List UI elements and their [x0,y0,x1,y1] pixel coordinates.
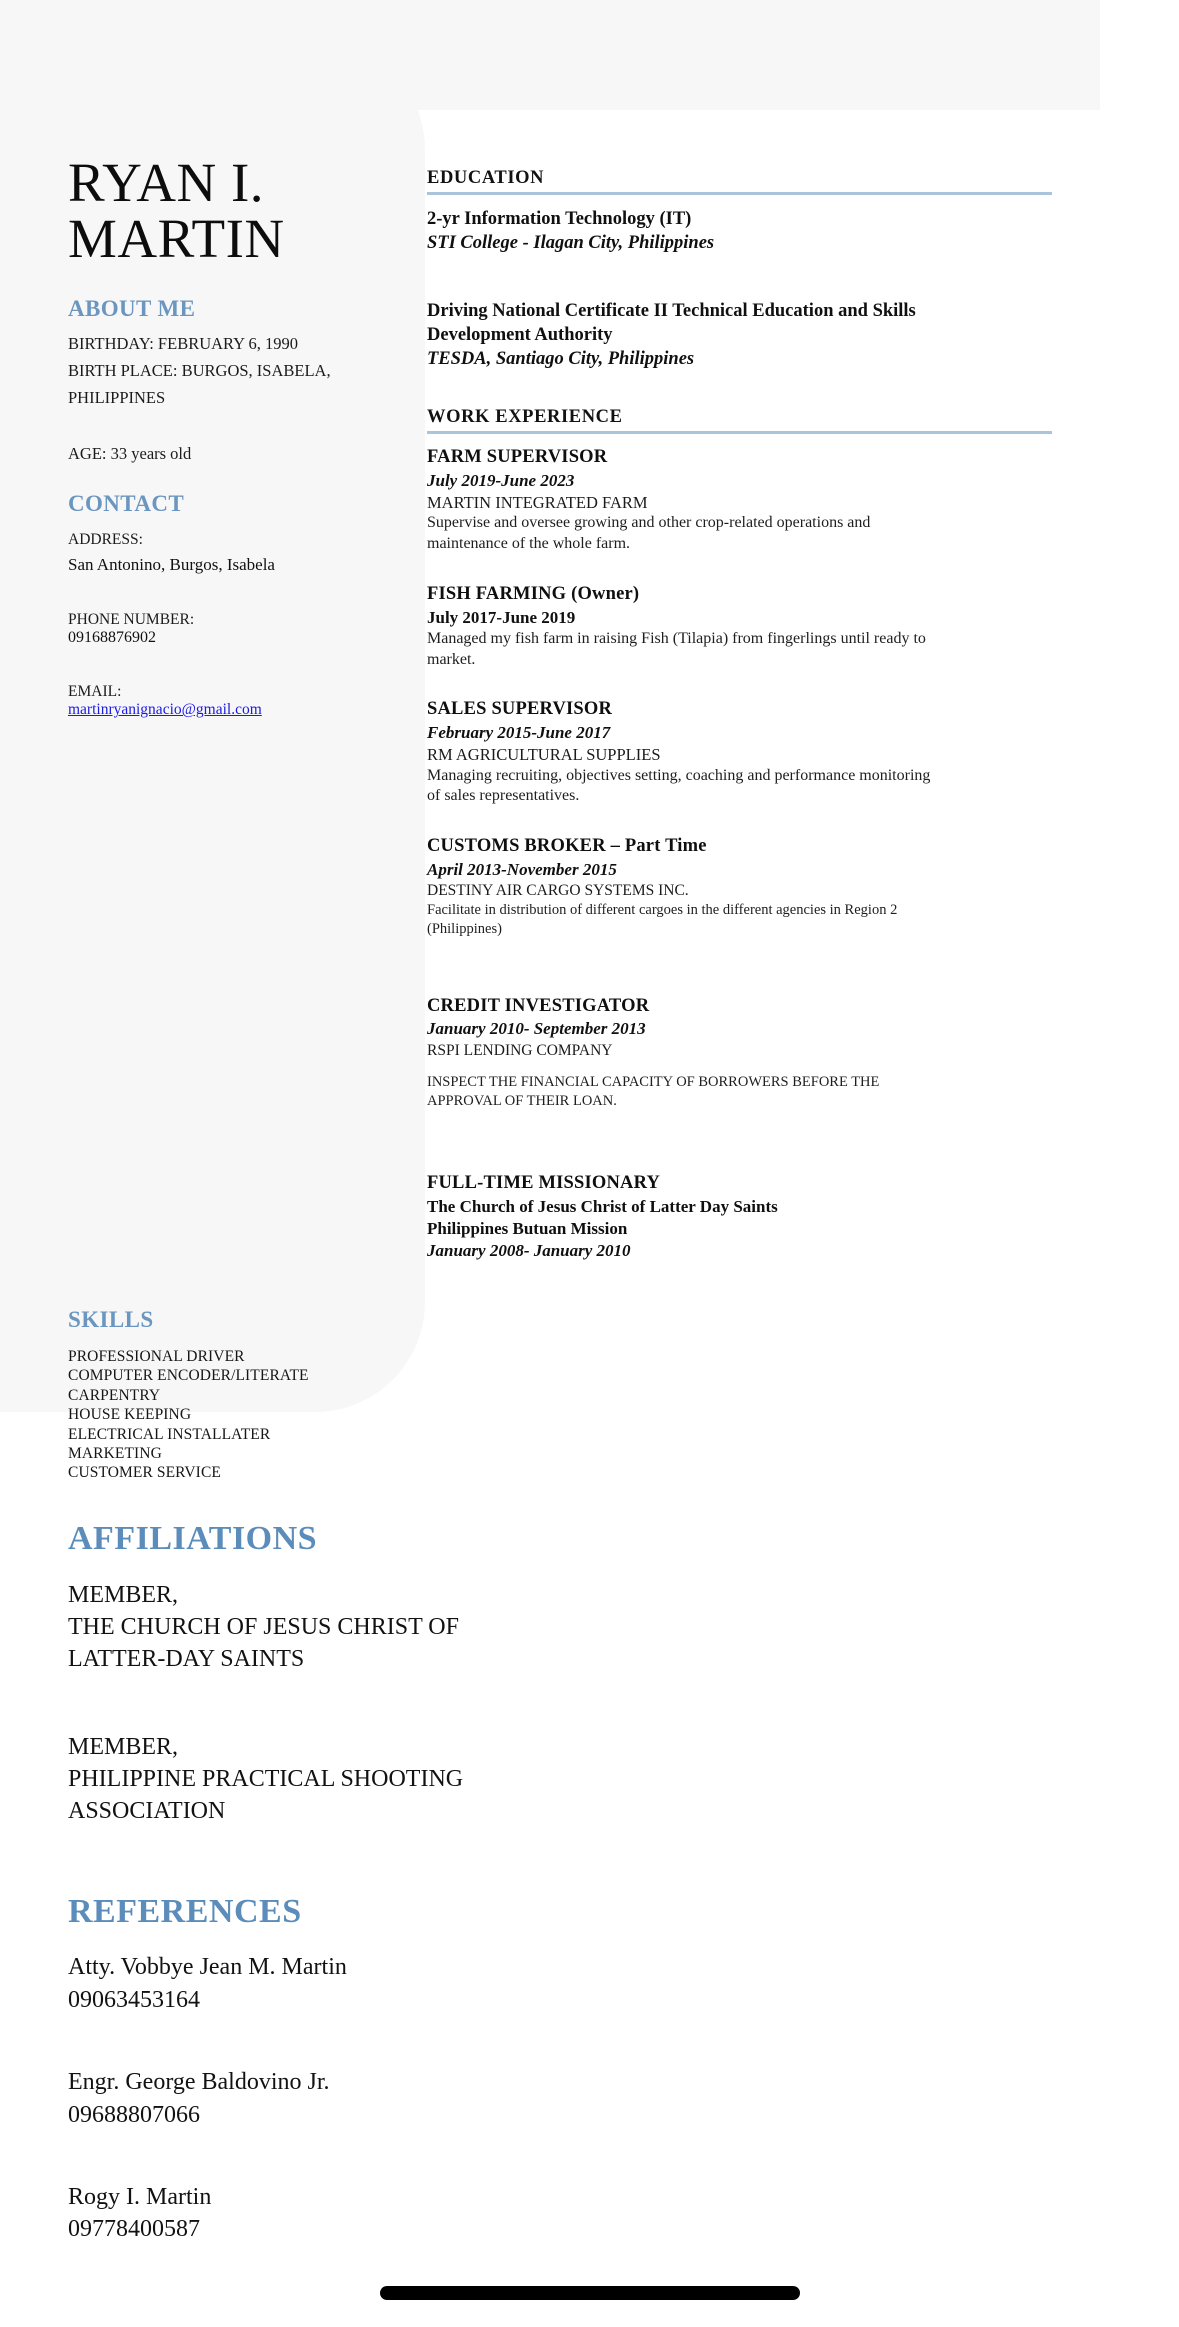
job-title: CREDIT INVESTIGATOR [427,995,650,1016]
job-entry [427,1172,1067,1262]
education-entry [427,299,1067,371]
job-description-line-1: Facilitate in distribution of different cargoes in the different agencies in Region 2 [427,902,898,919]
reference-entry [68,2066,768,2131]
job-entry [427,995,1067,1111]
education-degree: 2-yr Information Technology (IT) [427,209,692,229]
job-date: January 2008- January 2010 [427,1241,631,1261]
education-heading: EDUCATION [427,168,545,188]
affiliation-entry [68,1580,768,1676]
job-title: FARM SUPERVISOR [427,447,608,468]
job-entry [427,835,1067,939]
job-entry [427,583,1067,670]
reference-name: Engr. George Baldovino Jr. [68,2069,330,2096]
job-description-line-1: INSPECT THE FINANCIAL CAPACITY OF BORROWERS BEFORE THE [427,1073,880,1090]
address-value: San Antonino, Burgos, Isabela [68,555,275,575]
education-section [427,168,1067,371]
references-heading: REFERENCES [68,1893,302,1931]
birth-place-row-1: BIRTH PLACE: BURGOS, ISABELA, [68,360,331,380]
contact-spacer-2 [68,647,368,683]
job-spacer [427,939,1067,995]
phone-label: PHONE NUMBER: [68,611,195,629]
job-description-line-2: market. [427,650,476,668]
job-description-line-2: of sales representatives. [427,787,580,805]
birthday-row: BIRTHDAY: FEBRUARY 6, 1990 [68,334,299,354]
skills-list [68,1347,398,1483]
job-company: MARTIN INTEGRATED FARM [427,493,648,512]
affiliation-entry [68,1732,768,1828]
job-description-line-2: (Philippines) [427,920,502,937]
affiliations-section [68,1520,768,1827]
job-title: FISH FARMING (Owner) [427,584,640,605]
education-school: TESDA, Santiago City, Philippines [427,349,695,370]
job-title: FULL-TIME MISSIONARY [427,1173,661,1194]
job-description-line-1: Managed my fish farm in raising Fish (Tilapia) from fingerlings until ready to [427,629,926,647]
reference-phone: 09063453164 [68,1986,200,2013]
sidebar-column [68,152,368,1482]
about-heading: ABOUT ME [68,296,196,322]
affiliation-org-line-1: PHILIPPINE PRACTICAL SHOOTING [68,1765,464,1792]
job-description-line-1: Managing recruiting, objectives setting, coaching and performance monitoring [427,766,931,784]
contact-spacer-1 [68,575,368,611]
contact-heading: CONTACT [68,491,185,517]
affiliation-role: MEMBER, [68,1582,179,1608]
list-item: COMPUTER ENCODER/LITERATE [68,1367,309,1385]
affiliation-org-line-1: THE CHURCH OF JESUS CHRIST OF [68,1613,459,1640]
contact-section [68,491,368,719]
job-date: July 2019-June 2023 [427,470,575,490]
job-title: SALES SUPERVISOR [427,699,613,720]
job-entry [427,446,1067,555]
skills-section [68,1307,398,1483]
about-section [68,296,368,464]
job-company: RM AGRICULTURAL SUPPLIES [427,745,661,765]
education-school: STI College - Ilagan City, Philippines [427,233,715,254]
affiliation-org-line-2: LATTER-DAY SAINTS [68,1645,305,1672]
education-entry [427,207,1067,255]
work-experience-heading: WORK EXPERIENCE [427,407,623,428]
job-entry [427,698,1067,807]
job-title: CUSTOMS BROKER – Part Time [427,836,707,857]
work-experience-heading-rule [427,431,1052,434]
main-column [427,168,1067,1262]
job-spacer [427,807,1067,835]
phone-value: 09168876902 [68,629,156,647]
affiliation-role: MEMBER, [68,1733,179,1760]
job-spacer [427,555,1067,583]
job-description-line-2: APPROVAL OF THEIR LOAN. [427,1092,617,1109]
email-link[interactable]: martinryanignacio@gmail.com [68,701,262,719]
list-item: ELECTRICAL INSTALLATER [68,1425,271,1443]
affiliations-heading: AFFILIATIONS [68,1520,318,1557]
job-company: RSPI LENDING COMPANY [427,1041,613,1059]
list-item: MARKETING [68,1444,162,1462]
reference-phone: 09688807066 [68,2101,200,2128]
job-organization-line-2: Philippines Butuan Mission [427,1219,628,1239]
reference-name: Rogy I. Martin [68,2184,212,2210]
reference-spacer [68,2131,768,2161]
name-first-line: RYAN I. [68,152,265,213]
reference-entry [68,2181,768,2246]
name-second-line: MARTIN [68,208,285,270]
job-description-line-2: maintenance of the whole farm. [427,535,631,553]
skills-heading: SKILLS [68,1307,154,1332]
bottom-sections [68,1520,768,2246]
birth-place-row-2: PHILIPPINES [68,387,166,407]
page-title [68,152,368,270]
job-company: DESTINY AIR CARGO SYSTEMS INC. [427,881,689,899]
job-date: February 2015-June 2017 [427,723,611,743]
education-spacer [427,259,1067,299]
job-spacer [427,1110,1067,1172]
job-spacer [427,670,1067,698]
job-date: July 2017-June 2019 [427,607,576,627]
job-date: April 2013-November 2015 [427,859,617,879]
reference-name: Atty. Vobbye Jean M. Martin [68,1954,347,1981]
affiliation-org-line-2: ASSOCIATION [68,1797,226,1824]
list-item: HOUSE KEEPING [68,1406,192,1424]
list-item: PROFESSIONAL DRIVER [68,1348,245,1365]
affiliation-spacer [68,1676,768,1710]
references-section [68,1893,768,2245]
work-experience-section [427,407,1067,1262]
list-item: CUSTOMER SERVICE [68,1464,221,1482]
email-label: EMAIL: [68,683,122,701]
address-label: ADDRESS: [68,531,143,549]
reference-entry [68,1951,768,2016]
job-organization-line-1: The Church of Jesus Christ of Latter Day Saints [427,1197,778,1217]
education-degree-line-1: Driving National Certificate II Technical Education and Skills [427,301,916,322]
home-indicator[interactable] [380,2286,800,2300]
job-date: January 2010- September 2013 [427,1019,646,1039]
age-row: AGE: 33 years old [68,444,192,464]
reference-phone: 09778400587 [68,2216,200,2243]
education-heading-rule [427,192,1052,195]
list-item: CARPENTRY [68,1386,161,1404]
reference-spacer [68,2016,768,2046]
education-degree-line-2: Development Authority [427,325,613,346]
about-details [68,333,368,408]
job-description-line-1: Supervise and oversee growing and other crop-related operations and [427,514,871,532]
